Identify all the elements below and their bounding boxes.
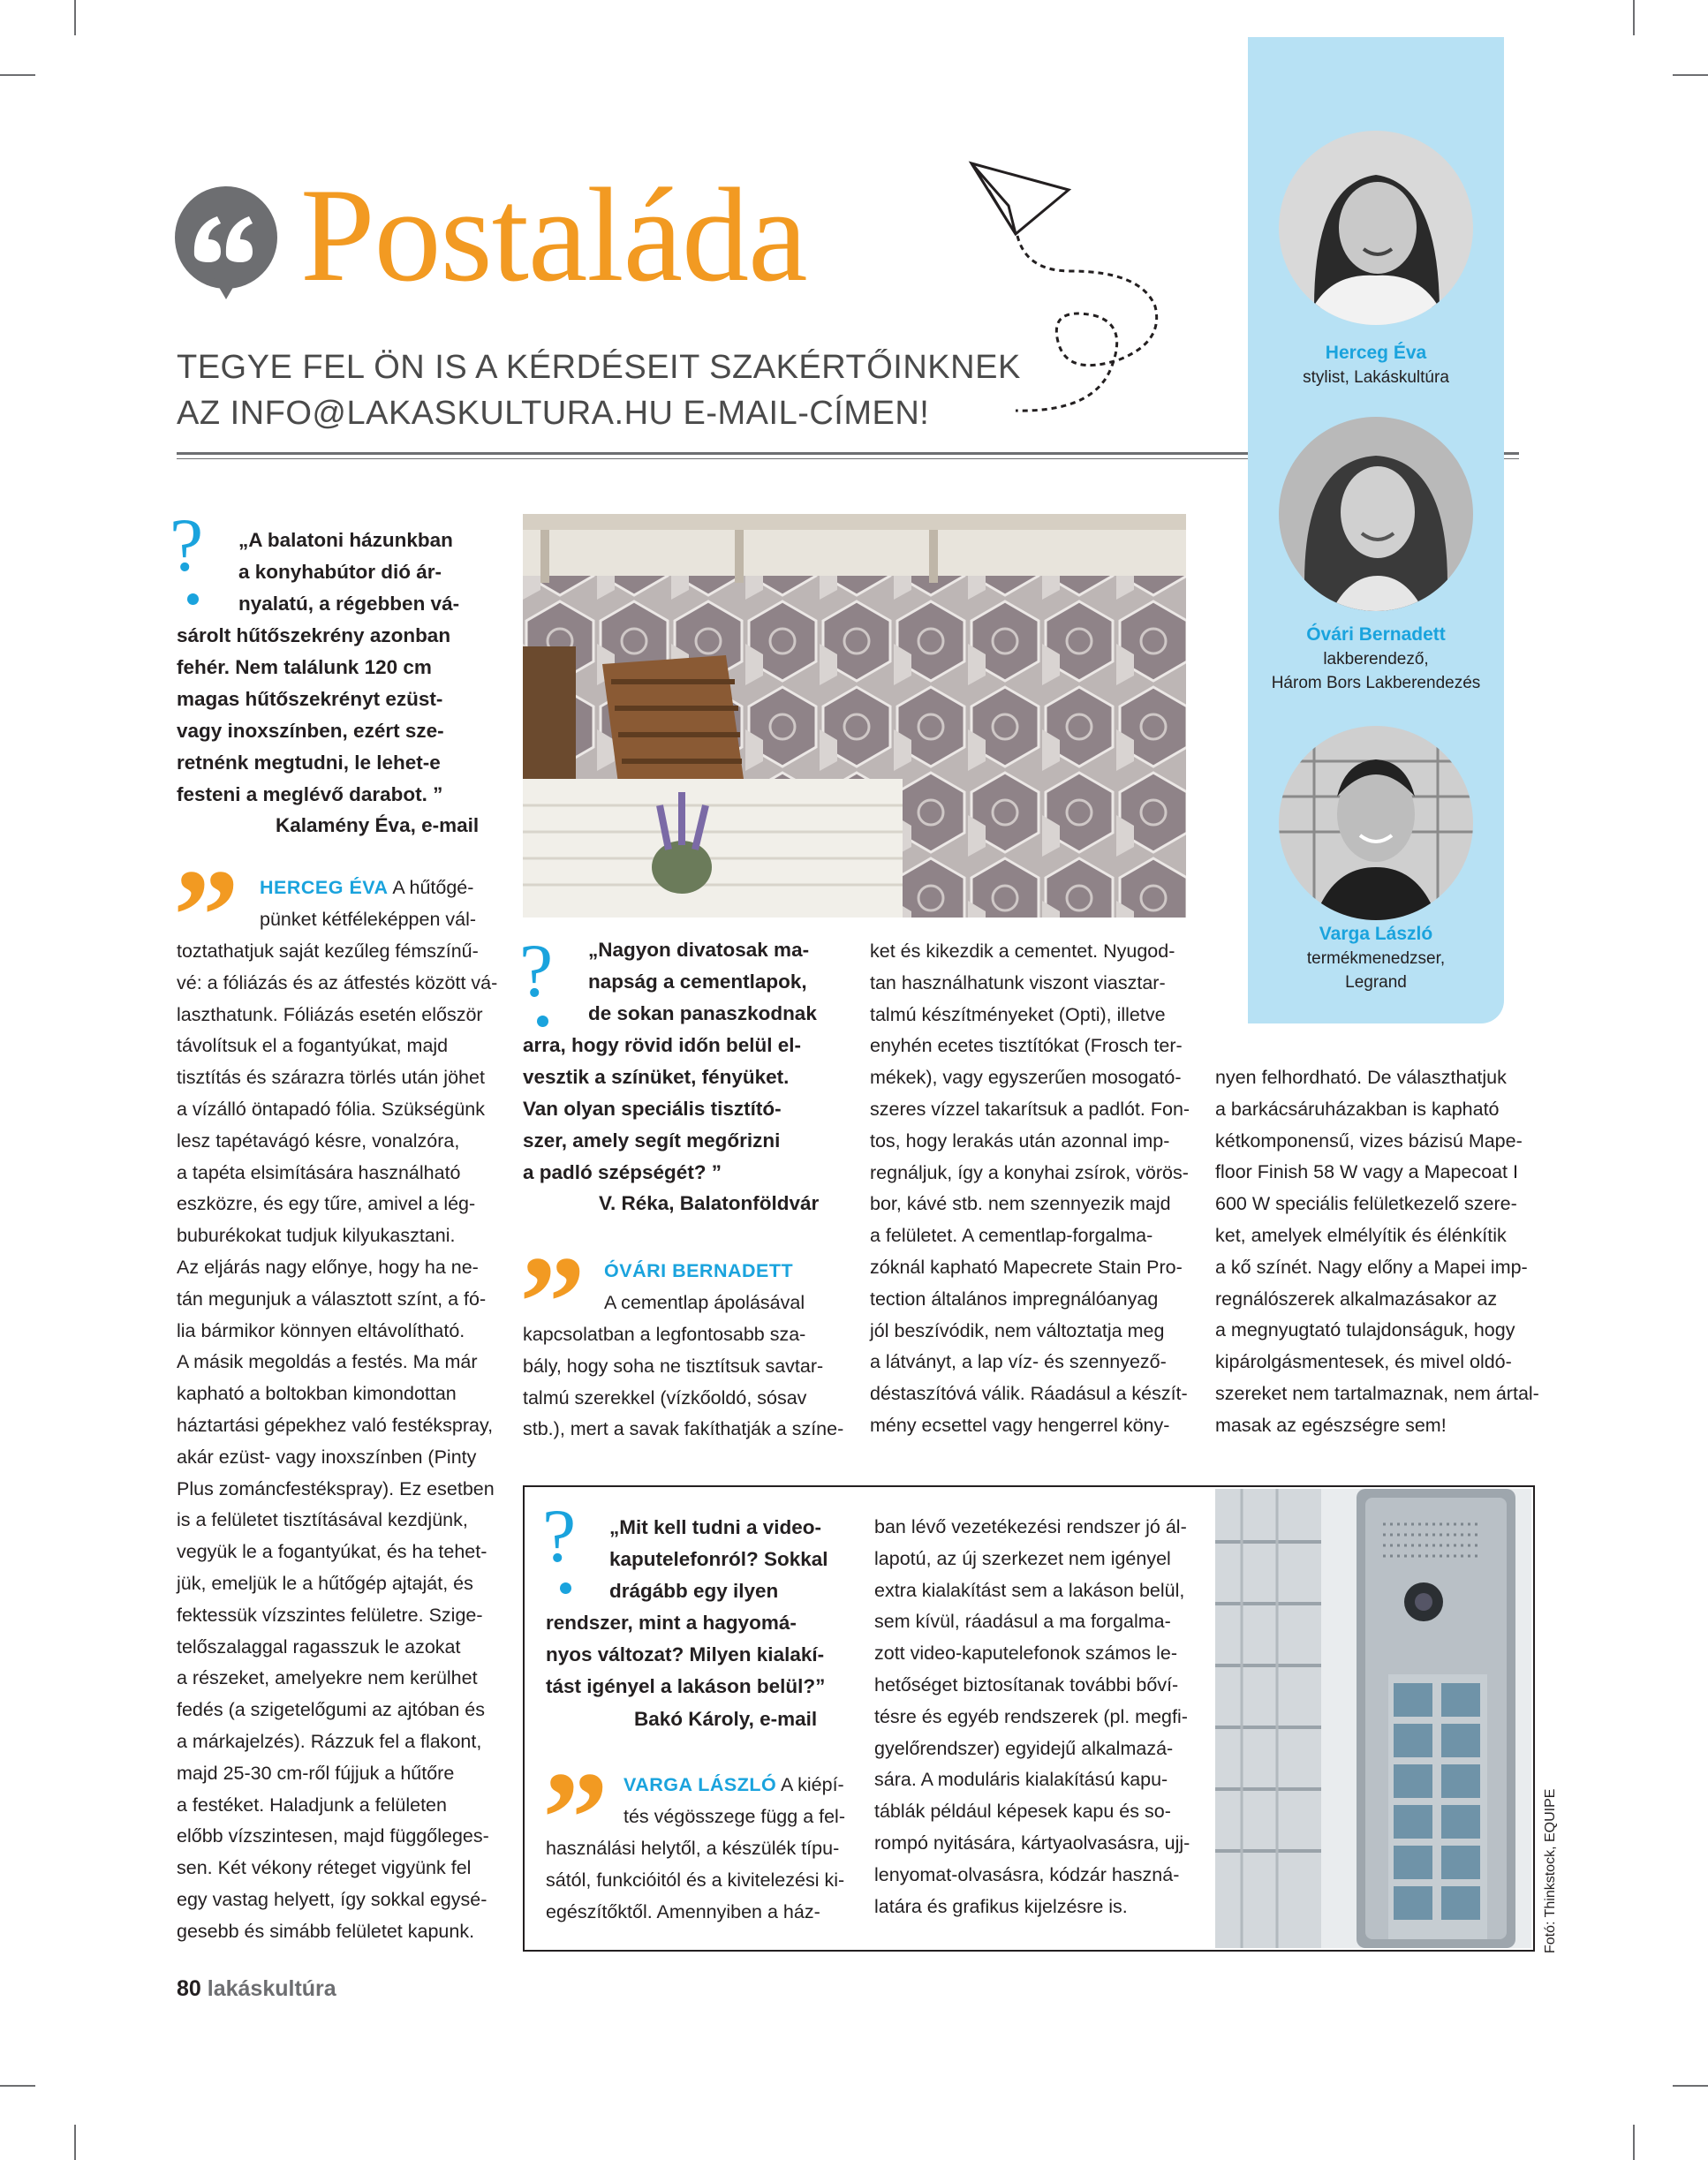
answer-line: regnáljuk, így a konyhai zsírok, vörös- (870, 1161, 1189, 1183)
expert-name: Varga László (1319, 924, 1433, 944)
answer-author: VARGA LÁSZLÓ (623, 1774, 777, 1795)
answer-line: a felületet. A cementlap-forgalma- (870, 1225, 1153, 1247)
answer-line: a kő színét. Nagy előny a Mapei imp- (1215, 1256, 1528, 1278)
answer-line: jól beszívódik, nem változtatja meg (870, 1319, 1165, 1341)
answer-line: masak az egészségre sem! (1215, 1414, 1447, 1436)
answer-line: sától, funkcióitól és a kivitelezési ki- (546, 1869, 845, 1891)
answer-line: talmú szerekkel (vízkőoldó, sósav (523, 1386, 807, 1409)
question-line: nyalatú, a régebben vá- (238, 593, 460, 615)
question-line: drágább egy ilyen (609, 1580, 779, 1602)
answer-line: kapcsolatban a legfontosabb sza- (523, 1324, 806, 1345)
question-line: arra, hogy rövid időn belül el- (523, 1034, 802, 1056)
cement-tile-floor-photo (523, 514, 1186, 918)
question-line: sárolt hűtőszekrény azonban (177, 624, 451, 646)
question-line: „Mit kell tudni a video- (609, 1516, 822, 1538)
question-line: tást igényel a lakáson belül?” (546, 1675, 826, 1697)
answer-line: tán megunjuk a választott színt, a fó- (177, 1288, 487, 1310)
answer-line: kapható a boltokban kimondottan (177, 1383, 457, 1405)
answer-line: zott video-kaputelefonok számos le- (874, 1643, 1177, 1665)
answer-line: bor, kávé stb. nem szennyezik majd (870, 1193, 1171, 1215)
answer-line: egy vastag helyett, így sokkal egysé- (177, 1888, 487, 1910)
answer-line: táblák például képesek kapu és so- (874, 1801, 1171, 1823)
answer-line: A kiépí- (776, 1774, 844, 1795)
expert-role: stylist, Lakáskultúra (1303, 368, 1449, 387)
answer-line: 600 W speciális felületkezelő szere- (1215, 1193, 1517, 1215)
answer-line: fektessük vízszintes felületre. Szige- (177, 1604, 483, 1626)
subtitle-line: AZ INFO@LAKASKULTURA.HU E-MAIL-CÍMEN! (177, 395, 930, 432)
answer-line: sem kívül, ráadásul a ma forgalma- (874, 1611, 1171, 1633)
question-line: nyos változat? Milyen kialakí- (546, 1643, 825, 1665)
answer-quote-icon: ” (173, 842, 239, 989)
question-line: napság a cementlapok, (588, 970, 807, 993)
question-signature: Bakó Károly, e-mail (634, 1708, 818, 1730)
answer-line: floor Finish 58 W vagy a Mapecoat I (1215, 1161, 1518, 1183)
page-title: Postaláda (300, 161, 807, 309)
page-number: 80 (177, 1976, 201, 2001)
video-intercom-photo (1215, 1489, 1531, 1948)
question-line: vesztik a színüket, fényüket. (523, 1066, 790, 1088)
answer-line: használási helytől, a készülék típu- (546, 1838, 840, 1859)
question-line: kaputelefonról? Sokkal (609, 1548, 828, 1570)
answer-line: talmú készítményeket (Opti), illetve (870, 1003, 1166, 1025)
answer-line: regnálószerek alkalmazásakor az (1215, 1288, 1498, 1310)
answer-line: ban lévő vezetékezési rendszer jó ál- (874, 1516, 1187, 1537)
crop-mark (74, 0, 76, 35)
answer-line: akár ezüst- vagy inoxszínben (Pinty (177, 1446, 477, 1468)
question-line: vagy inoxszínben, ezért sze- (177, 720, 444, 742)
question-line: „Nagyon divatosak ma- (588, 939, 810, 961)
answer-line: tos, hogy lerakás után azonnal imp- (870, 1129, 1170, 1152)
answer-line: latára és grafikus kijelzésre is. (874, 1895, 1128, 1917)
answer-line: stb.), mert a savak fakíthatják a színe- (523, 1418, 844, 1440)
answer-line: nyen felhordható. De választhatjuk (1215, 1067, 1507, 1088)
experts-panel (1248, 37, 1504, 1023)
photo-credit: Fotó: Thinkstock, EQUIPE (1543, 1788, 1558, 1953)
answer-line: majd 25-30 cm-ről fújjuk a hűtőre (177, 1762, 455, 1784)
answer-line: szereket nem tartalmaznak, nem ártal- (1215, 1382, 1539, 1404)
answer-2-text (604, 1256, 805, 1319)
answer-line: a részeket, amelyekre nem kerülhet (177, 1667, 478, 1689)
crop-mark (0, 2085, 35, 2087)
answer-line: Az eljárás nagy előnye, hogy ha ne- (177, 1256, 479, 1278)
answer-line: fedés (a szigetelőgumi az ajtóban és (177, 1699, 485, 1721)
answer-line: buburékokat tudjuk kilyukasztani. (177, 1225, 456, 1247)
answer-line: bály, hogy soha ne tisztítsuk savtar- (523, 1355, 824, 1377)
answer-line: is a felületet tisztításával kezdjünk, (177, 1509, 468, 1531)
answer-line: jük, emeljük le a hűtőgép ajtaját, és (177, 1572, 473, 1594)
answer-line: eszközre, és egy tűre, amivel a lég- (177, 1193, 476, 1215)
answer-1-text-cont (177, 936, 497, 1948)
question-dot-icon (560, 1582, 571, 1594)
answer-3-column-2 (874, 1512, 1190, 1922)
answer-2-column-3 (1215, 1062, 1539, 1442)
answer-line: a megnyugtató tulajdonságuk, hogy (1215, 1319, 1515, 1341)
answer-line: ket és kikezdik a cementet. Nyugod- (870, 940, 1175, 962)
answer-3-text (623, 1770, 845, 1833)
speech-bubble-quote-icon (168, 183, 284, 299)
expert-role: lakberendező, (1323, 650, 1429, 668)
expert-role: Három Bors Lakberendezés (1271, 674, 1481, 692)
question-dot-icon (537, 1016, 548, 1027)
answer-line: a tapéta elsimítására használható (177, 1161, 461, 1183)
crop-mark (1673, 74, 1708, 76)
answer-line: előbb vízszintesen, majd függőleges- (177, 1825, 489, 1847)
answer-line: hetőséget biztosítanak további bőví- (874, 1673, 1179, 1696)
question-line: de sokan panaszkodnak (588, 1002, 817, 1024)
answer-line: tés végösszege függ a fel- (623, 1805, 845, 1827)
answer-3-text-cont (546, 1833, 844, 1928)
avatar (1279, 131, 1473, 325)
answer-line: vé: a fóliázás és az átfestés között vá- (177, 971, 498, 993)
question-1-text-cont (177, 620, 450, 811)
answer-line: ket, amelyek elmélyítik és élénkítik (1215, 1224, 1507, 1246)
answer-line: sára. A moduláris kialakítású kapu- (874, 1769, 1168, 1791)
paper-plane-icon (963, 155, 1192, 419)
answer-2-column-2 (870, 936, 1190, 1442)
question-3-text (609, 1512, 828, 1607)
question-line: rendszer, mint a hagyomá- (546, 1612, 797, 1634)
answer-1-text (260, 872, 476, 936)
magazine-name: lakáskultúra (207, 1976, 336, 2001)
answer-author: ÓVÁRI BERNADETT (604, 1260, 794, 1281)
question-mark-icon: ? (170, 502, 204, 587)
answer-author: HERCEG ÉVA (260, 877, 389, 898)
answer-line: telőszalaggal ragasszuk le azokat (177, 1635, 461, 1658)
expert-name: Herceg Éva (1325, 343, 1427, 363)
page-folio (177, 1976, 336, 2002)
question-dot-icon (187, 593, 199, 605)
answer-line: A cementlap ápolásával (604, 1291, 805, 1313)
answer-line: sen. Két vékony réteget vigyünk fel (177, 1857, 472, 1879)
question-line: retnénk megtudni, le lehet-e (177, 751, 441, 774)
answer-line: kétkomponensű, vizes bázisú Mape- (1215, 1129, 1523, 1152)
answer-line: mény ecsettel vagy hengerrel köny- (870, 1414, 1170, 1436)
answer-line: A másik megoldás a festés. Ma már (177, 1351, 478, 1373)
question-2-text (588, 934, 817, 1030)
answer-line: kipárolgásmentesek, és mivel oldó- (1215, 1351, 1512, 1373)
answer-line: gyelőrendszer) egyidejű alkalmazá- (874, 1737, 1174, 1759)
crop-mark (1633, 0, 1635, 35)
expert-role: Legrand (1345, 973, 1407, 992)
answer-line: extra kialakítást sem a lakáson belül, (874, 1579, 1185, 1601)
answer-line: háztartási gépekhez való festékspray, (177, 1414, 494, 1436)
question-line: magas hűtőszekrényt ezüst- (177, 688, 443, 710)
answer-line: lia bármikor könnyen eltávolítható. (177, 1319, 465, 1341)
question-line: szer, amely segít megőrizni (523, 1129, 781, 1152)
expert-name: Óvári Bernadett (1306, 624, 1446, 645)
question-3-text-cont (546, 1607, 825, 1703)
answer-line: vegyük le a fogantyúkat, és ha tehet- (177, 1541, 487, 1563)
question-signature: Kalamény Éva, e-mail (276, 814, 480, 836)
avatar (1279, 417, 1473, 611)
answer-line: pünket kétféleképpen vál- (260, 908, 477, 930)
answer-line: tan használhatunk viszont viasztar- (870, 971, 1166, 993)
answer-line: egészítőktől. Amennyiben a ház- (546, 1900, 820, 1922)
answer-line: tection általános impregnálóanyag (870, 1288, 1159, 1310)
answer-line: szeres vízzel takarítsuk a padlót. Fon- (870, 1098, 1190, 1120)
answer-line: déstaszítóvá válik. Ráadásul a készít- (870, 1383, 1188, 1405)
answer-line: távolítsuk el a fogantyúkat, majd (177, 1035, 449, 1057)
answer-line: rompó nyitására, kártyaolvasásra, ujj- (874, 1831, 1190, 1854)
avatar (1279, 726, 1473, 920)
answer-quote-icon: ” (542, 1745, 608, 1892)
question-line: fehér. Nem találunk 120 cm (177, 656, 432, 678)
crop-mark (1633, 2125, 1635, 2160)
question-line: a padló szépségét? ” (523, 1161, 722, 1183)
answer-line: lenyomat-olvasásra, kódzár haszná- (874, 1863, 1180, 1885)
answer-quote-icon: ” (519, 1229, 586, 1376)
answer-line: a látványt, a lap víz- és szennyező- (870, 1351, 1167, 1373)
answer-line: tisztítás és szárazra törlés után jöhet (177, 1067, 485, 1089)
answer-2-text-cont (523, 1319, 843, 1446)
answer-line: toztathatjuk saját kezűleg fémszínű- (177, 940, 479, 962)
answer-line: A hűtőgé- (388, 877, 474, 898)
answer-line: tésre és egyéb rendszerek (pl. megfi- (874, 1705, 1188, 1727)
crop-mark (0, 74, 35, 76)
question-2-text-cont (523, 1030, 801, 1189)
crop-mark (1673, 2085, 1708, 2087)
crop-mark (74, 2125, 76, 2160)
page-subtitle (177, 344, 1021, 436)
answer-line: a barkácsáruházakban is kapható (1215, 1098, 1500, 1120)
subtitle-line: TEGYE FEL ÖN IS A KÉRDÉSEIT SZAKÉRTŐINKNEK (177, 349, 1021, 386)
question-line: festeni a meglévő darabot. ” (177, 783, 443, 805)
question-signature: V. Réka, Balatonföldvár (599, 1192, 820, 1214)
answer-line: gesebb és simább felületet kapunk. (177, 1920, 475, 1942)
question-line: „A balatoni házunkban (238, 529, 453, 551)
answer-line: lesz tapétavágó késre, vonalzóra, (177, 1129, 460, 1152)
answer-line: zóknál kapható Mapecrete Stain Pro- (870, 1256, 1183, 1278)
question-mark-icon: ? (519, 928, 554, 1013)
question-line: a konyhabútor dió ár- (238, 561, 442, 583)
answer-line: a vízálló öntapadó fólia. Szükségünk (177, 1098, 486, 1120)
answer-line: laszthatunk. Fóliázás esetén először (177, 1003, 483, 1025)
question-mark-icon: ? (542, 1493, 577, 1578)
question-1-text (238, 525, 459, 620)
answer-line: enyhén ecetes tisztítókat (Frosch ter- (870, 1035, 1183, 1057)
answer-line: a festéket. Haladjunk a felületen (177, 1794, 447, 1816)
expert-role: termékmenedzser, (1306, 949, 1446, 968)
question-line: Van olyan speciális tisztító- (523, 1098, 782, 1120)
answer-line: Plus zománcfestékspray). Ez esetben (177, 1477, 495, 1499)
answer-line: lapotú, az új szerkezet nem igényel (874, 1547, 1171, 1569)
answer-line: a márkajelzés). Rázzuk fel a flakont, (177, 1730, 482, 1752)
answer-line: mékek), vagy egyszerűen mosogató- (870, 1067, 1182, 1089)
